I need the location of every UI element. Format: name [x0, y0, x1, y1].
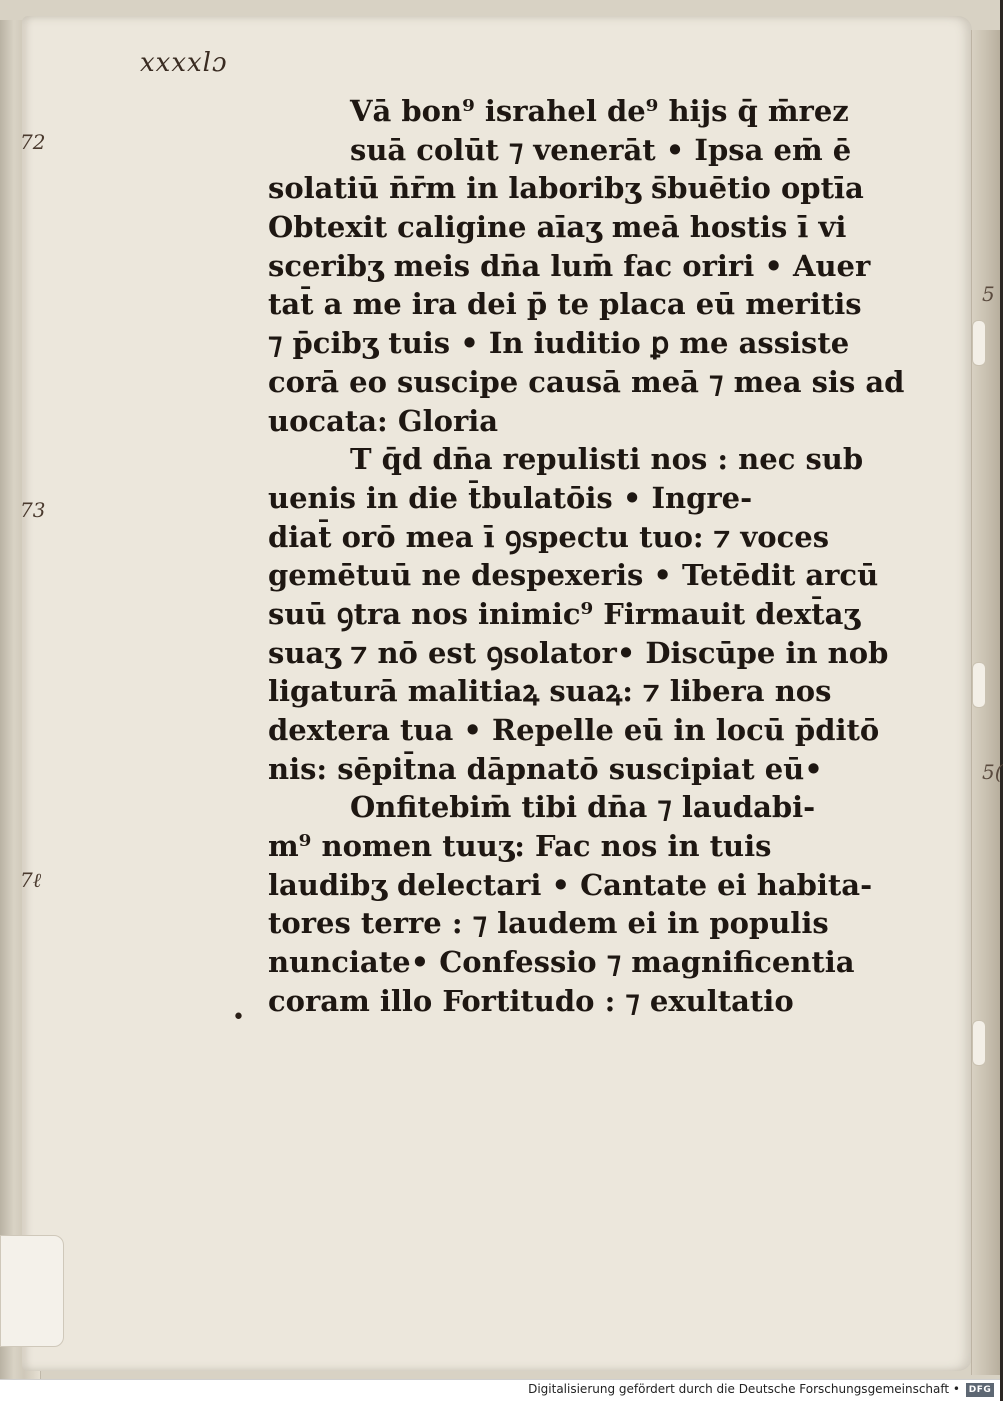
text-line: uocata: Gloria — [268, 403, 499, 438]
text-line: nunciate• Confessio ⁊ magnificentia — [268, 945, 855, 980]
folio-number: xxxxlɔ — [140, 48, 228, 78]
dfg-logo: DFG — [966, 1383, 994, 1397]
text-line: gemētuū ne despexeris • Tetēdit arcū — [268, 558, 879, 593]
text-line: m⁹ nomen tuuʒ: Fac nos in tuis — [268, 829, 772, 864]
footer-credit: Digitalisierung gefördert durch die Deutsche Forschungsgemeinschaft • — [528, 1382, 960, 1396]
book-right-edge — [971, 30, 1000, 1375]
text-line: solatiū n̄r̄m in laboribʒ s̄buētio optīa — [268, 171, 864, 206]
margin-note-74: 7ℓ — [20, 868, 42, 892]
text-line: uenis in die t̄bulatōis • Ingre- — [268, 480, 753, 515]
page-tab — [972, 320, 986, 366]
text-line: dextera tua • Repelle eū in locū p̄ditō — [268, 713, 880, 747]
text-line: sceribʒ meis dn̄a lum̄ fac oriri • Auer — [268, 248, 871, 283]
text-line: ⁊ p̄cibʒ tuis • In iuditio ꝑ me assiste — [268, 326, 850, 361]
page-tab — [972, 662, 986, 708]
right-margin-note: 5 — [982, 282, 995, 306]
text-line: coram illo Fortitudo : ⁊ exultatio — [268, 983, 794, 1018]
margin-note-72: 72 — [20, 130, 46, 154]
text-line: suā colūt ⁊ venerāt • Ipsa em̄ ē — [350, 132, 852, 167]
text-block — [268, 92, 905, 1021]
pointer-mark: • — [232, 1005, 245, 1030]
text-line: Onfitebim̄ tibi dn̄a ⁊ laudabi- — [350, 790, 816, 825]
text-line: Obtexit caligine aīaʒ meā hostis ī vi — [268, 210, 847, 245]
text-line: corā eo suscipe causā meā ⁊ mea sis ad — [268, 364, 905, 399]
text-line: laudibʒ delectari • Cantate ei habita- — [268, 867, 873, 902]
text-line: suū ꝯtra nos inimic⁹ Firmauit dext̄aʒ — [268, 596, 860, 631]
text-line: T q̄d dn̄a repulisti nos : nec sub — [350, 442, 864, 477]
text-line: ligaturā malitiaꝝ suaꝝ: ⁊ libera nos — [268, 674, 832, 709]
library-sticker — [0, 1235, 64, 1347]
footer-bar — [0, 1379, 1000, 1401]
text-line: Vā bon⁹ israhel de⁹ hijs q̄ m̄rez — [350, 94, 849, 128]
text-line: suaʒ ⁊ nō est ꝯsolator• Discūpe in nob — [268, 635, 889, 670]
right-margin-note: 5( — [982, 760, 1003, 784]
text-line: tat̄ a me ira dei p̄ te placa eū meritis — [268, 287, 862, 322]
text-line: tores terre : ⁊ laudem ei in populis — [268, 906, 829, 941]
text-line: nis: sēpit̄na dāpnatō suscipiat eū• — [268, 751, 823, 786]
margin-note-73: 73 — [20, 498, 46, 522]
text-line: diat̄ orō mea ī ꝯspectu tuo: ⁊ voces — [268, 519, 830, 554]
page-tab — [972, 1020, 986, 1066]
